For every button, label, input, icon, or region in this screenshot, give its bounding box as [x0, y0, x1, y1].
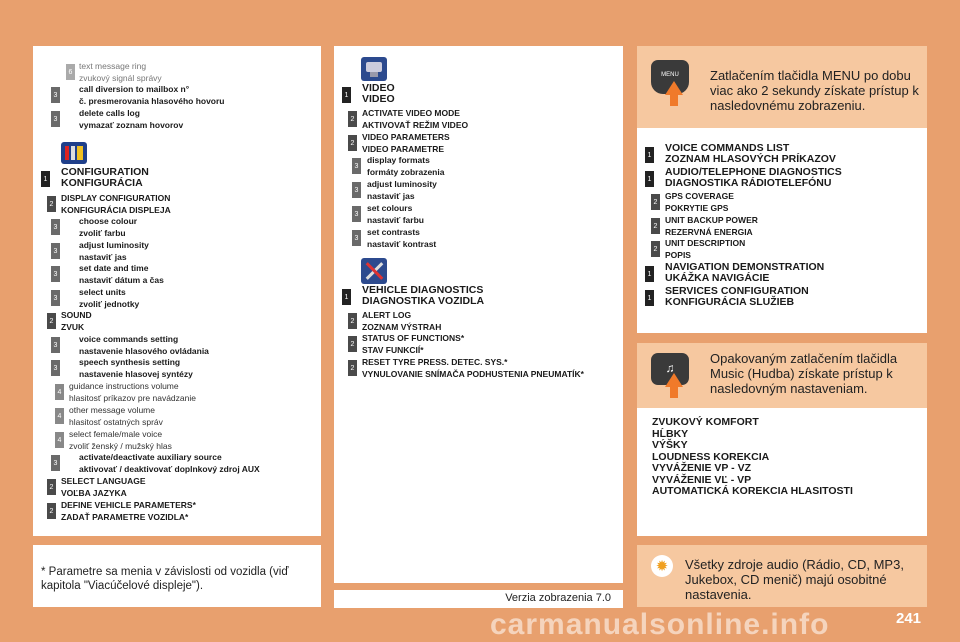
level-badge: 2	[348, 360, 357, 376]
menu-item-label: adjust luminosity nastaviť jas	[79, 240, 149, 262]
menu-item-label: UNIT DESCRIPTION POPIS	[665, 238, 746, 260]
level-badge: 2	[651, 218, 660, 234]
menu-item-label: VIDEO VIDEO	[362, 82, 395, 105]
level-badge: 2	[651, 194, 660, 210]
menu-item-label: set contrasts nastaviť kontrast	[367, 227, 437, 249]
music-settings-list: ZVUKOVÝ KOMFORT HĹBKY VÝŠKY LOUDNESS KOREKCIA VYVÁŽENIE VP - VZ VYVÁŽENIE VĽ - VP AUTOMATICKÁ KOREKCIA HLASITOSTI	[652, 416, 853, 497]
level-badge: 3	[352, 182, 361, 198]
level-badge: 3	[352, 158, 361, 174]
level-badge: 3	[51, 290, 60, 306]
menu-item-label: voice commands setting nastavenie hlasového ovládania	[79, 334, 209, 356]
right-panel	[637, 128, 927, 333]
level-badge: 4	[55, 408, 64, 424]
menu-item-label: CONFIGURATION KONFIGURÁCIA	[61, 166, 149, 189]
level-badge: 1	[645, 147, 654, 163]
music-settings-panel	[637, 408, 927, 536]
arrow-up-icon	[665, 81, 683, 95]
left-panel	[33, 46, 321, 536]
menu-item-label: activate/deactivate auxiliary source aktivovať / deaktivovať doplnkový zdroj AUX	[79, 452, 260, 474]
menu-item-label: guidance instructions volume hlasitosť príkazov pre navádzanie	[69, 381, 196, 403]
level-badge: 2	[47, 503, 56, 519]
music-key-icon[interactable]: ♫	[651, 353, 689, 385]
watermark: carmanualsonline.info	[490, 608, 830, 641]
level-badge: 2	[348, 135, 357, 151]
menu-item-label: STATUS OF FUNCTIONS* STAV FUNKCIÍ*	[362, 333, 465, 355]
level-badge: 3	[51, 360, 60, 376]
menu-item-label: NAVIGATION DEMONSTRATION UKÁŽKA NAVIGÁCIE	[665, 261, 825, 284]
menu-item-label: GPS COVERAGE POKRYTIE GPS	[665, 191, 734, 213]
menu-item-label: choose colour zvoliť farbu	[79, 216, 138, 238]
arrow-up-stem	[670, 94, 678, 106]
music-info-box	[637, 343, 927, 408]
menu-item-label: call diversion to mailbox n° č. presmerovania hlasového hovoru	[79, 84, 225, 106]
menu-item-label: other message volume hlasitosť ostatných správ	[69, 405, 163, 427]
level-badge: 2	[348, 111, 357, 127]
level-badge: 3	[352, 230, 361, 246]
level-badge: 1	[342, 289, 351, 305]
sun-icon: ✹	[651, 555, 673, 577]
menu-item-label: VEHICLE DIAGNOSTICS DIAGNOSTIKA VOZIDLA	[362, 284, 485, 307]
menu-item-label: speech synthesis setting nastavenie hlasovej syntézy	[79, 357, 193, 379]
menu-item-label: VIDEO PARAMETERS VIDEO PARAMETRE	[362, 132, 450, 154]
level-badge: 6	[66, 64, 75, 80]
middle-panel	[334, 46, 623, 583]
level-badge: 2	[47, 196, 56, 212]
level-badge: 4	[55, 384, 64, 400]
tip-box	[637, 545, 927, 607]
menu-item-label: VOICE COMMANDS LIST ZOZNAM HLASOVÝCH PRÍKAZOV	[665, 142, 836, 165]
version-label: Verzia zobrazenia 7.0	[505, 592, 611, 604]
level-badge: 1	[41, 171, 50, 187]
menu-item-label: ACTIVATE VIDEO MODE AKTIVOVAŤ REŽIM VIDEO	[362, 108, 469, 130]
menu-item-label: display formats formáty zobrazenia	[367, 155, 445, 177]
menu-instruction: Zatlačením tlačidla MENU po dobu viac ako 2 sekundy získate prístup k nasledovnému zobrazeniu.	[710, 68, 919, 113]
level-badge: 1	[645, 290, 654, 306]
level-badge: 3	[51, 87, 60, 103]
menu-item-label: DISPLAY CONFIGURATION KONFIGURÁCIA DISPLEJA	[61, 193, 171, 215]
page-number: 241	[896, 610, 922, 627]
level-badge: 2	[47, 479, 56, 495]
level-badge: 2	[651, 241, 660, 257]
level-badge: 3	[352, 206, 361, 222]
footnote-panel	[33, 545, 321, 607]
vehicle-diagnostics-icon	[361, 258, 387, 284]
level-badge: 3	[51, 337, 60, 353]
menu-item-label: UNIT BACKUP POWER REZERVNÁ ENERGIA	[665, 215, 758, 237]
level-badge: 3	[51, 243, 60, 259]
video-icon	[361, 57, 387, 81]
footnote: * Parametre sa menia v závislosti od vozidla (viď kapitola "Viacúčelové displeje").	[41, 566, 289, 592]
level-badge: 1	[645, 171, 654, 187]
tip-text: Všetky zdroje audio (Rádio, CD, MP3, Jukebox, CD menič) majú osobitné nastavenia.	[685, 557, 904, 602]
menu-item-label: adjust luminosity nastaviť jas	[367, 179, 437, 201]
menu-item-label: RESET TYRE PRESS. DETEC. SYS.* VYNULOVANIE SNÍMAČA PODHUSTENIA PNEUMATÍK*	[362, 357, 584, 379]
level-badge: 2	[348, 313, 357, 329]
menu-item-label: set colours nastaviť farbu	[367, 203, 424, 225]
menu-item-label: ALERT LOG ZOZNAM VÝSTRAH	[362, 310, 442, 332]
menu-key-label: MENU	[661, 72, 679, 78]
version-panel	[334, 590, 623, 608]
arrow-up-icon	[665, 373, 683, 387]
menu-item-label: DEFINE VEHICLE PARAMETERS* ZADAŤ PARAMETRE VOZIDLA*	[61, 500, 196, 522]
menu-item-label: SOUND ZVUK	[61, 310, 92, 332]
level-badge: 3	[51, 455, 60, 471]
level-badge: 4	[55, 432, 64, 448]
menu-item-label: delete calls log vymazať zoznam hovorov	[79, 108, 184, 130]
level-badge: 2	[348, 336, 357, 352]
arrow-up-stem	[670, 386, 678, 398]
menu-item-label: SELECT LANGUAGE VOĽBA JAZYKA	[61, 476, 146, 498]
menu-item-label: set date and time nastaviť dátum a čas	[79, 263, 164, 285]
configuration-icon	[61, 142, 87, 164]
menu-item-label: text message ring zvukový signál správy	[79, 61, 162, 83]
music-instruction: Opakovaným zatlačením tlačidla Music (Hudba) získate prístup k nasledovným nastaveniam.	[710, 351, 898, 396]
menu-item-label: SERVICES CONFIGURATION KONFIGURÁCIA SLUŽIEB	[665, 285, 809, 308]
menu-item-label: select female/male voice zvoliť ženský / mužský hlas	[69, 429, 172, 451]
menu-item-label: AUDIO/TELEPHONE DIAGNOSTICS DIAGNOSTIKA RÁDIOTELEFÓNU	[665, 166, 842, 189]
level-badge: 3	[51, 111, 60, 127]
level-badge: 2	[47, 313, 56, 329]
menu-info-box	[637, 46, 927, 128]
level-badge: 3	[51, 219, 60, 235]
level-badge: 1	[342, 87, 351, 103]
level-badge: 3	[51, 266, 60, 282]
menu-item-label: select units zvoliť jednotky	[79, 287, 140, 309]
level-badge: 1	[645, 266, 654, 282]
